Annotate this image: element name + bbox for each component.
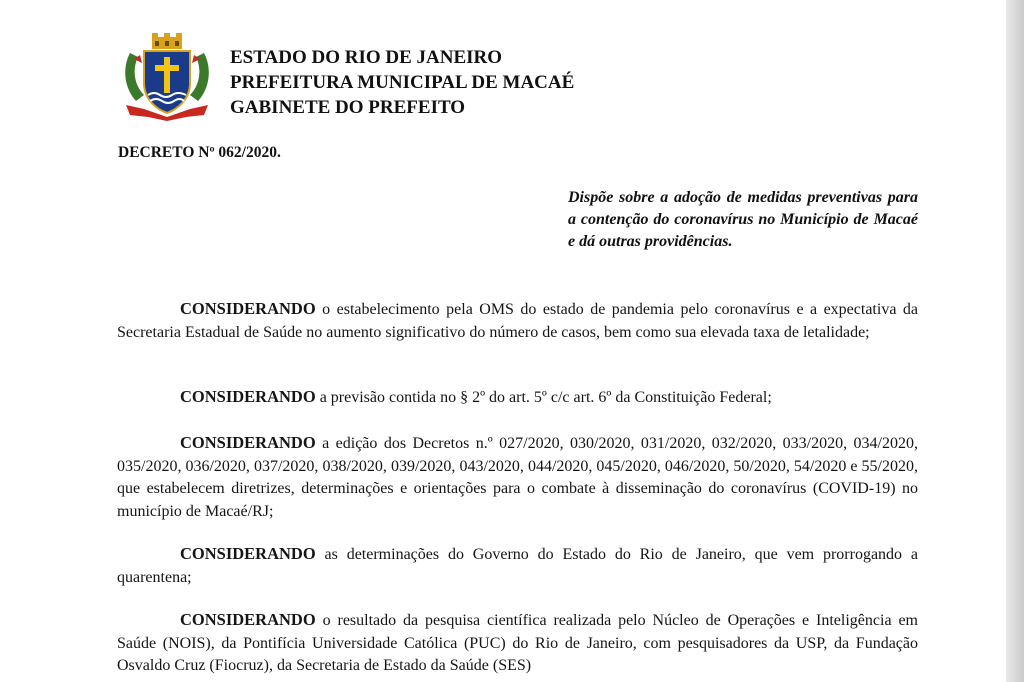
header-office: GABINETE DO PREFEITO bbox=[230, 97, 466, 118]
paragraph-text: as determinações do Governo do Estado do Rio de Janeiro, que vem prorrogando a quarentena; bbox=[117, 546, 918, 586]
macae-coat-of-arms-icon bbox=[120, 33, 214, 121]
header-prefecture: PREFEITURA MUNICIPAL DE MACAÉ bbox=[230, 72, 575, 93]
paragraph-text: a previsão contida no § 2º do art. 5º c/c art. 6º da Constituição Federal; bbox=[315, 389, 772, 406]
considering-paragraph bbox=[117, 543, 918, 589]
page-edge bbox=[1006, 0, 1024, 682]
paragraph-lead: CONSIDERANDO bbox=[180, 433, 316, 452]
considering-paragraph bbox=[117, 386, 918, 410]
considering-paragraph bbox=[117, 298, 918, 344]
paragraph-lead: CONSIDERANDO bbox=[180, 387, 316, 406]
header-state: ESTADO DO RIO DE JANEIRO bbox=[230, 47, 503, 68]
decree-summary: Dispõe sobre a adoção de medidas preventivas para a contenção do coronavírus no Município de Macaé e dá outras providências. bbox=[568, 189, 918, 250]
decree-number: DECRETO Nº 062/2020. bbox=[118, 144, 281, 161]
considering-paragraph bbox=[117, 609, 918, 678]
paragraph-text: o estabelecimento pela OMS do estado de pandemia pelo coronavírus e a expectativa da Secretaria Estadual de Saúde no aumento significativo do número de casos, bem como sua elevada taxa de letalidade; bbox=[117, 301, 918, 341]
paragraph-text: o resultado da pesquisa científica realizada pelo Núcleo de Operações e Inteligência em Saúde (NOIS), da Pontifícia Universidade Católica (PUC) do Rio de Janeiro, com pesquisadores da USP, da Fundação Osvaldo Cruz (Fiocruz), da Secretaria de Estado da Saúde (SES) bbox=[117, 612, 918, 674]
document-header bbox=[230, 45, 574, 120]
paragraph-lead: CONSIDERANDO bbox=[180, 299, 316, 318]
paragraph-text: a edição dos Decretos n.º 027/2020, 030/2020, 031/2020, 032/2020, 033/2020, 034/2020, 035/2020, 036/2020, 037/2020, 038/2020, 039/2020, 043/2020, 044/2020, 045/2020, 046/2020, 50/2020, 54/2020 e 55/2020, que estabelecem diretrizes, determinações e orientações para o combate à disseminação do coronavírus (COVID-19) no município de Macaé/RJ; bbox=[117, 435, 918, 520]
paragraph-lead: CONSIDERANDO bbox=[180, 610, 316, 629]
considering-paragraph bbox=[117, 432, 918, 523]
paragraph-lead: CONSIDERANDO bbox=[180, 544, 316, 563]
